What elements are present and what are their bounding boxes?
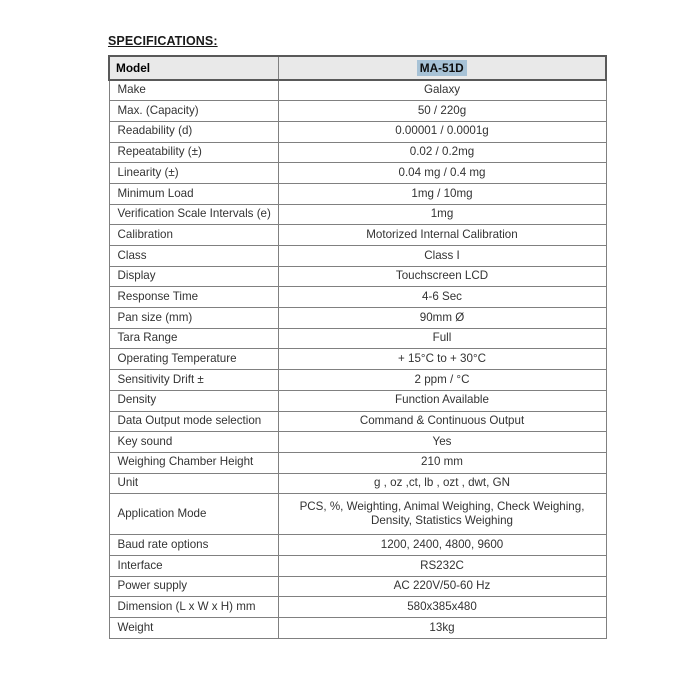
spec-label: Make [109,80,278,101]
table-body [109,80,606,638]
table-row [109,204,606,225]
spec-value: AC 220V/50-60 Hz [278,576,606,597]
specifications-table-container [108,55,605,639]
table-row [109,618,606,639]
table-row [109,142,606,163]
table-row [109,80,606,101]
spec-value-line: Density, Statistics Weighing [371,514,513,528]
spec-value: RS232C [278,555,606,576]
spec-label: Class [109,246,278,267]
spec-label: Unit [109,473,278,494]
table-row [109,225,606,246]
spec-value: 1mg / 10mg [278,183,606,204]
spec-label: Weighing Chamber Height [109,452,278,473]
spec-label: Key sound [109,432,278,453]
table-header [109,56,606,80]
spec-label: Baud rate options [109,535,278,556]
table-row [109,349,606,370]
spec-value: 13kg [278,618,606,639]
table-row [109,535,606,556]
spec-value: + 15°C to + 30°C [278,349,606,370]
table-row [109,390,606,411]
spec-label: Linearity (±) [109,163,278,184]
spec-value: 2 ppm / °C [278,370,606,391]
table-row [109,370,606,391]
table-row [109,597,606,618]
table-row [109,308,606,329]
spec-label: Tara Range [109,328,278,349]
spec-value: Motorized Internal Calibration [278,225,606,246]
spec-value: Class I [278,246,606,267]
column-header-model: Model [109,56,278,80]
spec-value-line: PCS, %, Weighting, Animal Weighing, Check Weighing, [299,499,585,513]
model-number-highlight: MA-51D [417,60,467,77]
spec-label: Power supply [109,576,278,597]
table-row [109,494,606,535]
spec-value: 0.00001 / 0.0001g [278,121,606,142]
spec-label: Calibration [109,225,278,246]
table-header-row [109,56,606,80]
spec-value: g , oz ,ct, lb , ozt , dwt, GN [278,473,606,494]
table-row [109,246,606,267]
spec-label: Repeatability (±) [109,142,278,163]
spec-value: Yes [278,432,606,453]
spec-value: 50 / 220g [278,101,606,122]
column-header-model-value [278,56,606,80]
table-row [109,555,606,576]
spec-value: Touchscreen LCD [278,266,606,287]
spec-value: 210 mm [278,452,606,473]
table-row [109,328,606,349]
spec-label: Density [109,390,278,411]
spec-label: Dimension (L x W x H) mm [109,597,278,618]
spec-label: Weight [109,618,278,639]
spec-label: Operating Temperature [109,349,278,370]
table-row [109,576,606,597]
table-row [109,121,606,142]
spec-label: Display [109,266,278,287]
spec-value: 1200, 2400, 4800, 9600 [278,535,606,556]
spec-label: Response Time [109,287,278,308]
spec-label: Data Output mode selection [109,411,278,432]
spec-value: 0.02 / 0.2mg [278,142,606,163]
spec-value: Function Available [278,390,606,411]
spec-label: Interface [109,555,278,576]
spec-value: 0.04 mg / 0.4 mg [278,163,606,184]
table-row [109,101,606,122]
table-row [109,452,606,473]
spec-label: Readability (d) [109,121,278,142]
spec-label: Pan size (mm) [109,308,278,329]
spec-label: Verification Scale Intervals (e) [109,204,278,225]
spec-label: Max. (Capacity) [109,101,278,122]
table-row [109,473,606,494]
spec-value: Galaxy [278,80,606,101]
spec-label: Sensitivity Drift ± [109,370,278,391]
table-row [109,287,606,308]
table-row [109,432,606,453]
spec-value [278,494,606,535]
spec-label: Application Mode [109,494,278,535]
spec-value: Command & Continuous Output [278,411,606,432]
specifications-table [108,55,607,639]
spec-value: 1mg [278,204,606,225]
page-title: SPECIFICATIONS: [108,34,218,48]
table-row [109,411,606,432]
spec-label: Minimum Load [109,183,278,204]
spec-value: 4-6 Sec [278,287,606,308]
table-row [109,183,606,204]
table-row [109,163,606,184]
spec-value: 580x385x480 [278,597,606,618]
spec-value: Full [278,328,606,349]
spec-value: 90mm Ø [278,308,606,329]
table-row [109,266,606,287]
